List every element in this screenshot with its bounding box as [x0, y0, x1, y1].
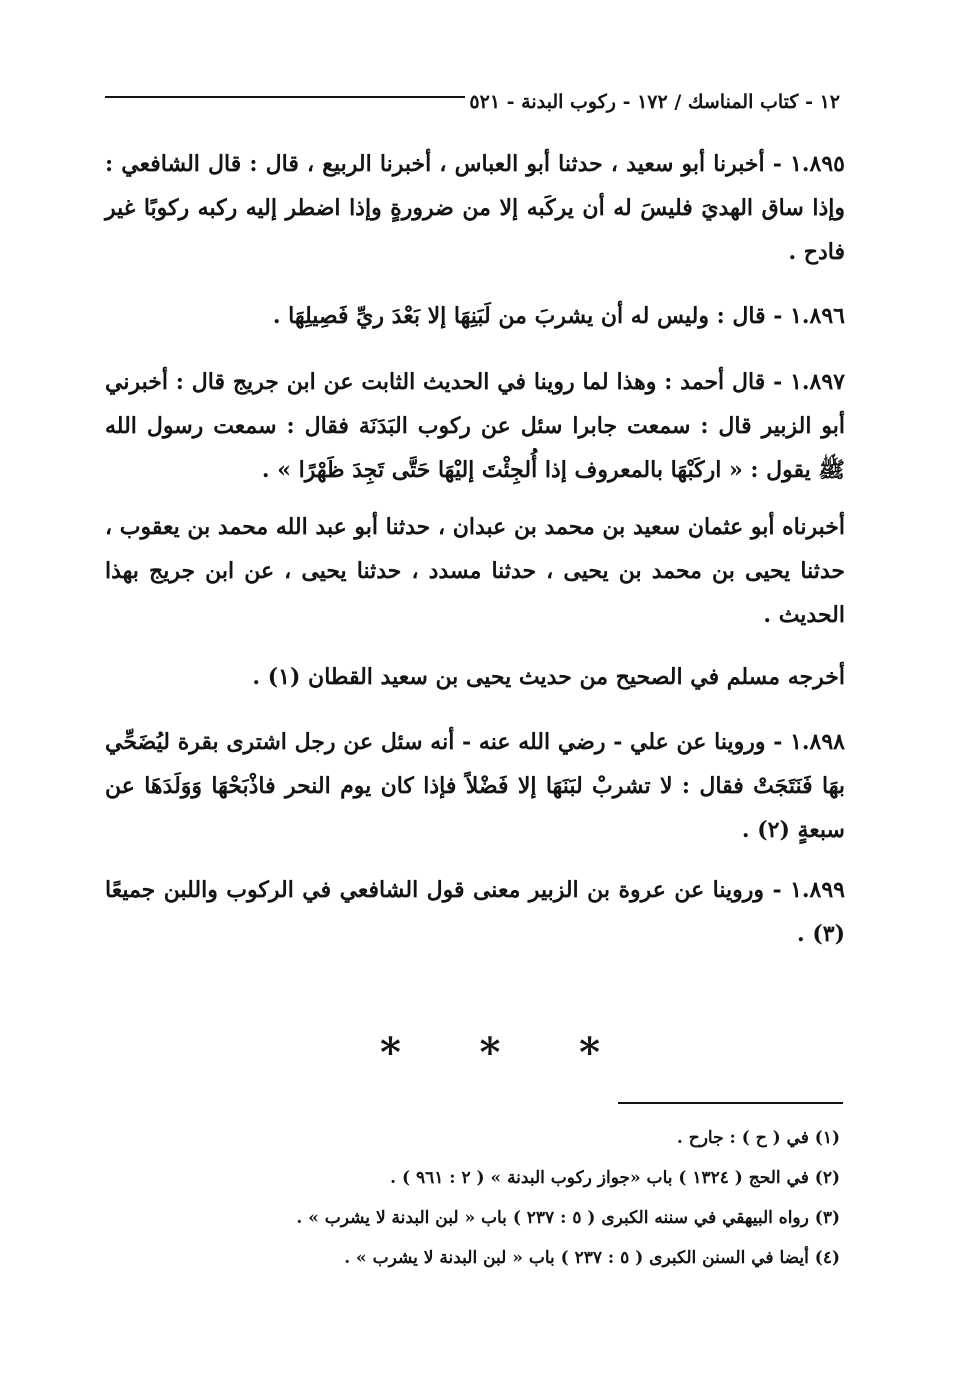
footnote-rule	[618, 1102, 843, 1104]
paragraph-isnad: أخبرناه أبو عثمان سعيد بن محمد بن عبدان ، حدثنا أبو عبد الله محمد بن يعقوب ، حدثنا يحيى بن محمد بن يحيى ، حدثنا مسدد ، حدثنا يحيى ، عن ابن جريج بهذا الحديث .	[105, 514, 845, 628]
header-rule	[105, 96, 465, 98]
section-separator	[380, 1029, 600, 1076]
separator-star: *	[579, 1029, 600, 1076]
footnotes	[200, 1118, 840, 1278]
paragraph-1898: ١.٨٩٨ - وروينا عن علي - رضي الله عنه - أنه سئل عن رجل اشترى بقرة ليُضَحِّي بهَا فَنَتَجَتْ فقال : لا تشربْ لبَنَهَا إلا فَضْلاً فإذا كان يوم النحر فاذْبَحْهَا وَوَلَدَهَا عن سبعةٍ (٢) .	[105, 729, 846, 843]
footnote-3: (٣) رواه البيهقي في سننه الكبرى ( ٥ : ٢٣٧ ) باب « لبن البدنة لا يشرب » .	[296, 1208, 840, 1228]
page-header	[105, 88, 840, 118]
paragraph-takhrij: أخرجه مسلم في الصحيح من حديث يحيى بن سعيد القطان (١) .	[252, 664, 845, 690]
paragraph-1896: ١.٨٩٦ - قال : وليس له أن يشربَ من لَبَنِهَا إلا بَعْدَ ريِّ فَصِيلِهَا .	[272, 303, 845, 329]
footnote-1: (١) في ( ح ) : جارح .	[676, 1128, 840, 1148]
paragraph-1899: ١.٨٩٩ - وروينا عن عروة بن الزبير معنى قول الشافعي في الركوب واللبن جميعًا (٣) .	[105, 877, 845, 947]
paragraph-1897: ١.٨٩٧ - قال أحمد : وهذا لما روينا في الحديث الثابت عن ابن جريج قال : أخبرني أبو الزبير قال : سمعت جابرا سئل عن ركوب البَدَنَة فقال : سمعت رسول الله ﷺ يقول : « اركَبْهَا بالمعروف إذا أُلجِئْتَ إليْهَا حَتَّى تَجِدَ ظَهْرًا » .	[105, 369, 845, 483]
separator-star: *	[380, 1029, 401, 1076]
running-title: ١٢ - كتاب المناسك / ١٧٢ - ركوب البدنة - ٥٢١	[469, 91, 840, 113]
separator-star: *	[479, 1029, 501, 1076]
footnote-2: (٢) في الحج ( ١٣٢٤ ) باب «جواز ركوب البدنة » ( ٢ : ٩٦١ ) .	[390, 1168, 840, 1188]
footnote-4: (٤) أيضا في السنن الكبرى ( ٥ : ٢٣٧ ) باب « لبن البدنة لا يشرب » .	[344, 1248, 840, 1268]
paragraph-1895: ١.٨٩٥ - أخبرنا أبو سعيد ، حدثنا أبو العباس ، أخبرنا الربيع ، قال : قال الشافعي : وإذا ساق الهديَ فليسَ له أن يركَبه إلا من ضرورةٍ وإذا اضطر إليه ركبه ركوبًا غير فادح .	[105, 151, 845, 265]
